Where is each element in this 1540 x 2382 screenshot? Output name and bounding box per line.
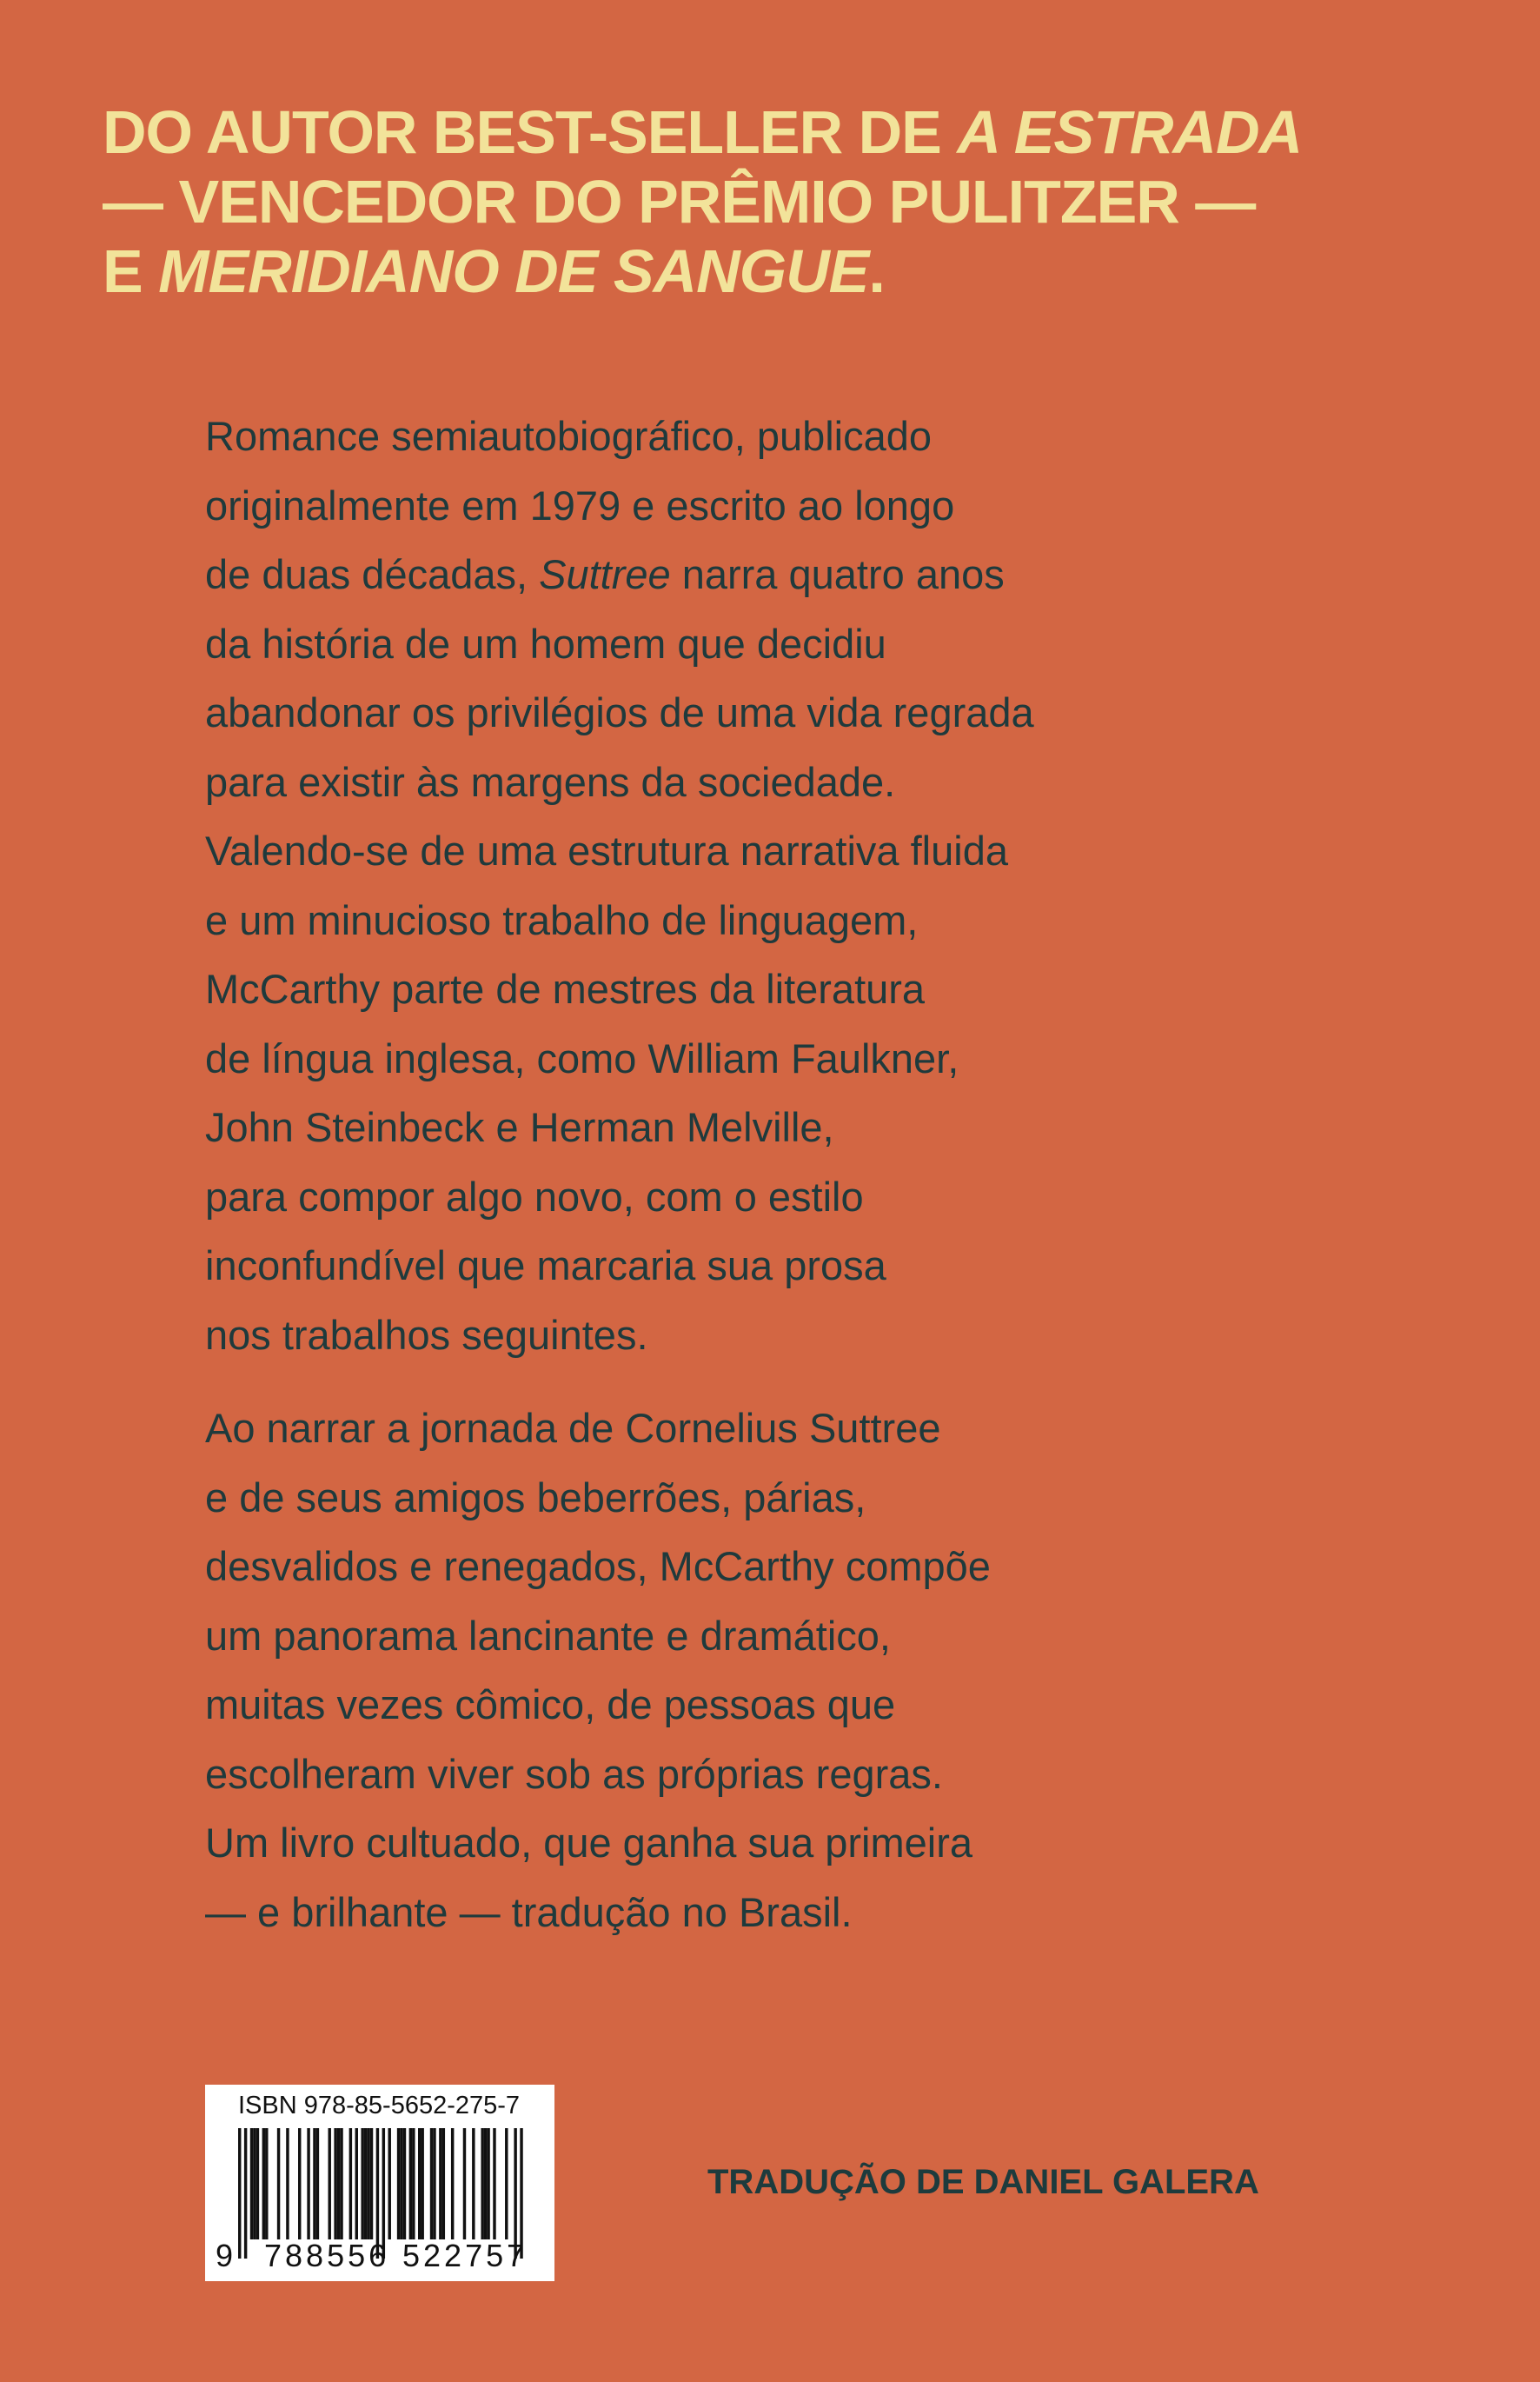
barcode-bar [355, 2128, 358, 2239]
barcode-bar [262, 2128, 265, 2239]
barcode-bar [277, 2128, 280, 2239]
barcode-guard-bar [244, 2128, 247, 2259]
synopsis-line: abandonar os privilégios de uma vida regrada [205, 689, 1034, 735]
barcode-bar [418, 2128, 421, 2239]
barcode-bar [286, 2128, 289, 2239]
headline-line-2: — VENCEDOR DO PRÊMIO PULITZER — [103, 168, 1256, 236]
barcode-digits-right: 522757 [402, 2238, 528, 2273]
barcode-bar [487, 2128, 489, 2239]
barcode-digits-left: 788556 [264, 2238, 390, 2273]
synopsis-line: inconfundível que marcaria sua prosa [205, 1242, 886, 1288]
barcode-bar [430, 2128, 433, 2239]
synopsis-line: John Steinbeck e Herman Melville, [205, 1104, 834, 1150]
synopsis-line: e um minucioso trabalho de linguagem, [205, 896, 919, 943]
barcode-bar [364, 2128, 367, 2239]
headline-line-1 [103, 97, 1458, 167]
barcode-bar [463, 2128, 466, 2239]
barcode-bar [334, 2128, 336, 2239]
barcode-bar [313, 2128, 315, 2239]
barcode-bar [433, 2128, 435, 2239]
barcode-bar [409, 2128, 412, 2239]
synopsis [205, 402, 1161, 1946]
synopsis-line: um panorama lancinante e dramático, [205, 1612, 891, 1659]
synopsis-line: de língua inglesa, como William Faulkner, [205, 1035, 959, 1081]
headline-line-3-prefix: E [103, 237, 159, 305]
barcode-bar [472, 2128, 475, 2239]
headline [103, 97, 1458, 306]
barcode-digit-first: 9 [216, 2238, 234, 2273]
synopsis-line: Um livro cultuado, que ganha sua primeira [205, 1820, 973, 1866]
synopsis-paragraph-2 [205, 1394, 1161, 1946]
barcode-bar [298, 2128, 301, 2239]
synopsis-line: desvalidos e renegados, McCarthy compõe [205, 1543, 991, 1589]
synopsis-line: e de seus amigos beberrões, párias, [205, 1474, 866, 1520]
synopsis-line: McCarthy parte de mestres da literatura [205, 966, 926, 1012]
barcode-bar [397, 2128, 400, 2239]
barcode-bar [484, 2128, 487, 2239]
barcode-bar [439, 2128, 441, 2239]
synopsis-line: Romance semiautobiográfico, publicado [205, 413, 933, 459]
barcode-bar [421, 2128, 423, 2239]
barcode-bar [388, 2128, 391, 2239]
synopsis-line [205, 540, 1161, 609]
barcode-bar [361, 2128, 363, 2239]
translation-credit: TRADUÇÃO DE DANIEL GALERA [707, 2163, 1259, 2201]
barcode-bar [442, 2128, 445, 2239]
headline-book-title-a-estrada: A ESTRADA [957, 98, 1303, 166]
barcode-bar [256, 2128, 259, 2239]
synopsis-line: nos trabalhos seguintes. [205, 1311, 648, 1358]
headline-prefix: DO AUTOR BEST-SELLER DE [103, 98, 958, 166]
barcode-bar [370, 2128, 373, 2239]
barcode-bar [403, 2128, 406, 2239]
synopsis-line: originalmente em 1979 e escrito ao longo [205, 482, 955, 529]
barcode-bar [250, 2128, 253, 2239]
barcode-bar [253, 2128, 256, 2239]
synopsis-line: para compor algo novo, com o estilo [205, 1173, 864, 1220]
synopsis-line: para existir às margens da sociedade. [205, 758, 896, 805]
synopsis-line: muitas vezes cômico, de pessoas que [205, 1681, 896, 1727]
barcode-bar [337, 2128, 340, 2239]
headline-period: . [868, 237, 885, 305]
headline-line-3 [103, 236, 1458, 306]
barcode-bar [367, 2128, 369, 2239]
barcode-bar [400, 2128, 402, 2239]
synopsis-line: escolheram viver sob as próprias regras. [205, 1750, 943, 1797]
barcode-bar [265, 2128, 268, 2239]
barcode-bar [340, 2128, 342, 2239]
barcode-bar [493, 2128, 495, 2239]
isbn-barcode [205, 2085, 554, 2281]
barcode-bar [451, 2128, 454, 2239]
headline-book-title-meridiano: MERIDIANO DE SANGUE [158, 237, 869, 305]
barcode-bar [481, 2128, 483, 2239]
synopsis-line-prefix: de duas décadas, [205, 551, 540, 597]
synopsis-line-suffix: narra quatro anos [670, 551, 1005, 597]
barcode-bar [307, 2128, 309, 2239]
isbn-label: ISBN 978-85-5652-275-7 [238, 2092, 521, 2119]
synopsis-paragraph-1 [205, 402, 1161, 1369]
synopsis-line: Ao narrar a jornada de Cornelius Suttree [205, 1405, 941, 1451]
book-title-suttree: Suttree [539, 551, 671, 597]
barcode-bar [412, 2128, 415, 2239]
barcode-bar [349, 2128, 352, 2239]
synopsis-line: da história de um homem que decidiu [205, 620, 886, 667]
synopsis-line: Valendo-se de uma estrutura narrativa fluida [205, 828, 1008, 874]
barcode-bar [316, 2128, 319, 2239]
barcode-guard-bar [238, 2128, 241, 2259]
barcode-bar [505, 2128, 508, 2239]
synopsis-line: — e brilhante — tradução no Brasil. [205, 1888, 853, 1935]
barcode-bar [329, 2128, 331, 2239]
